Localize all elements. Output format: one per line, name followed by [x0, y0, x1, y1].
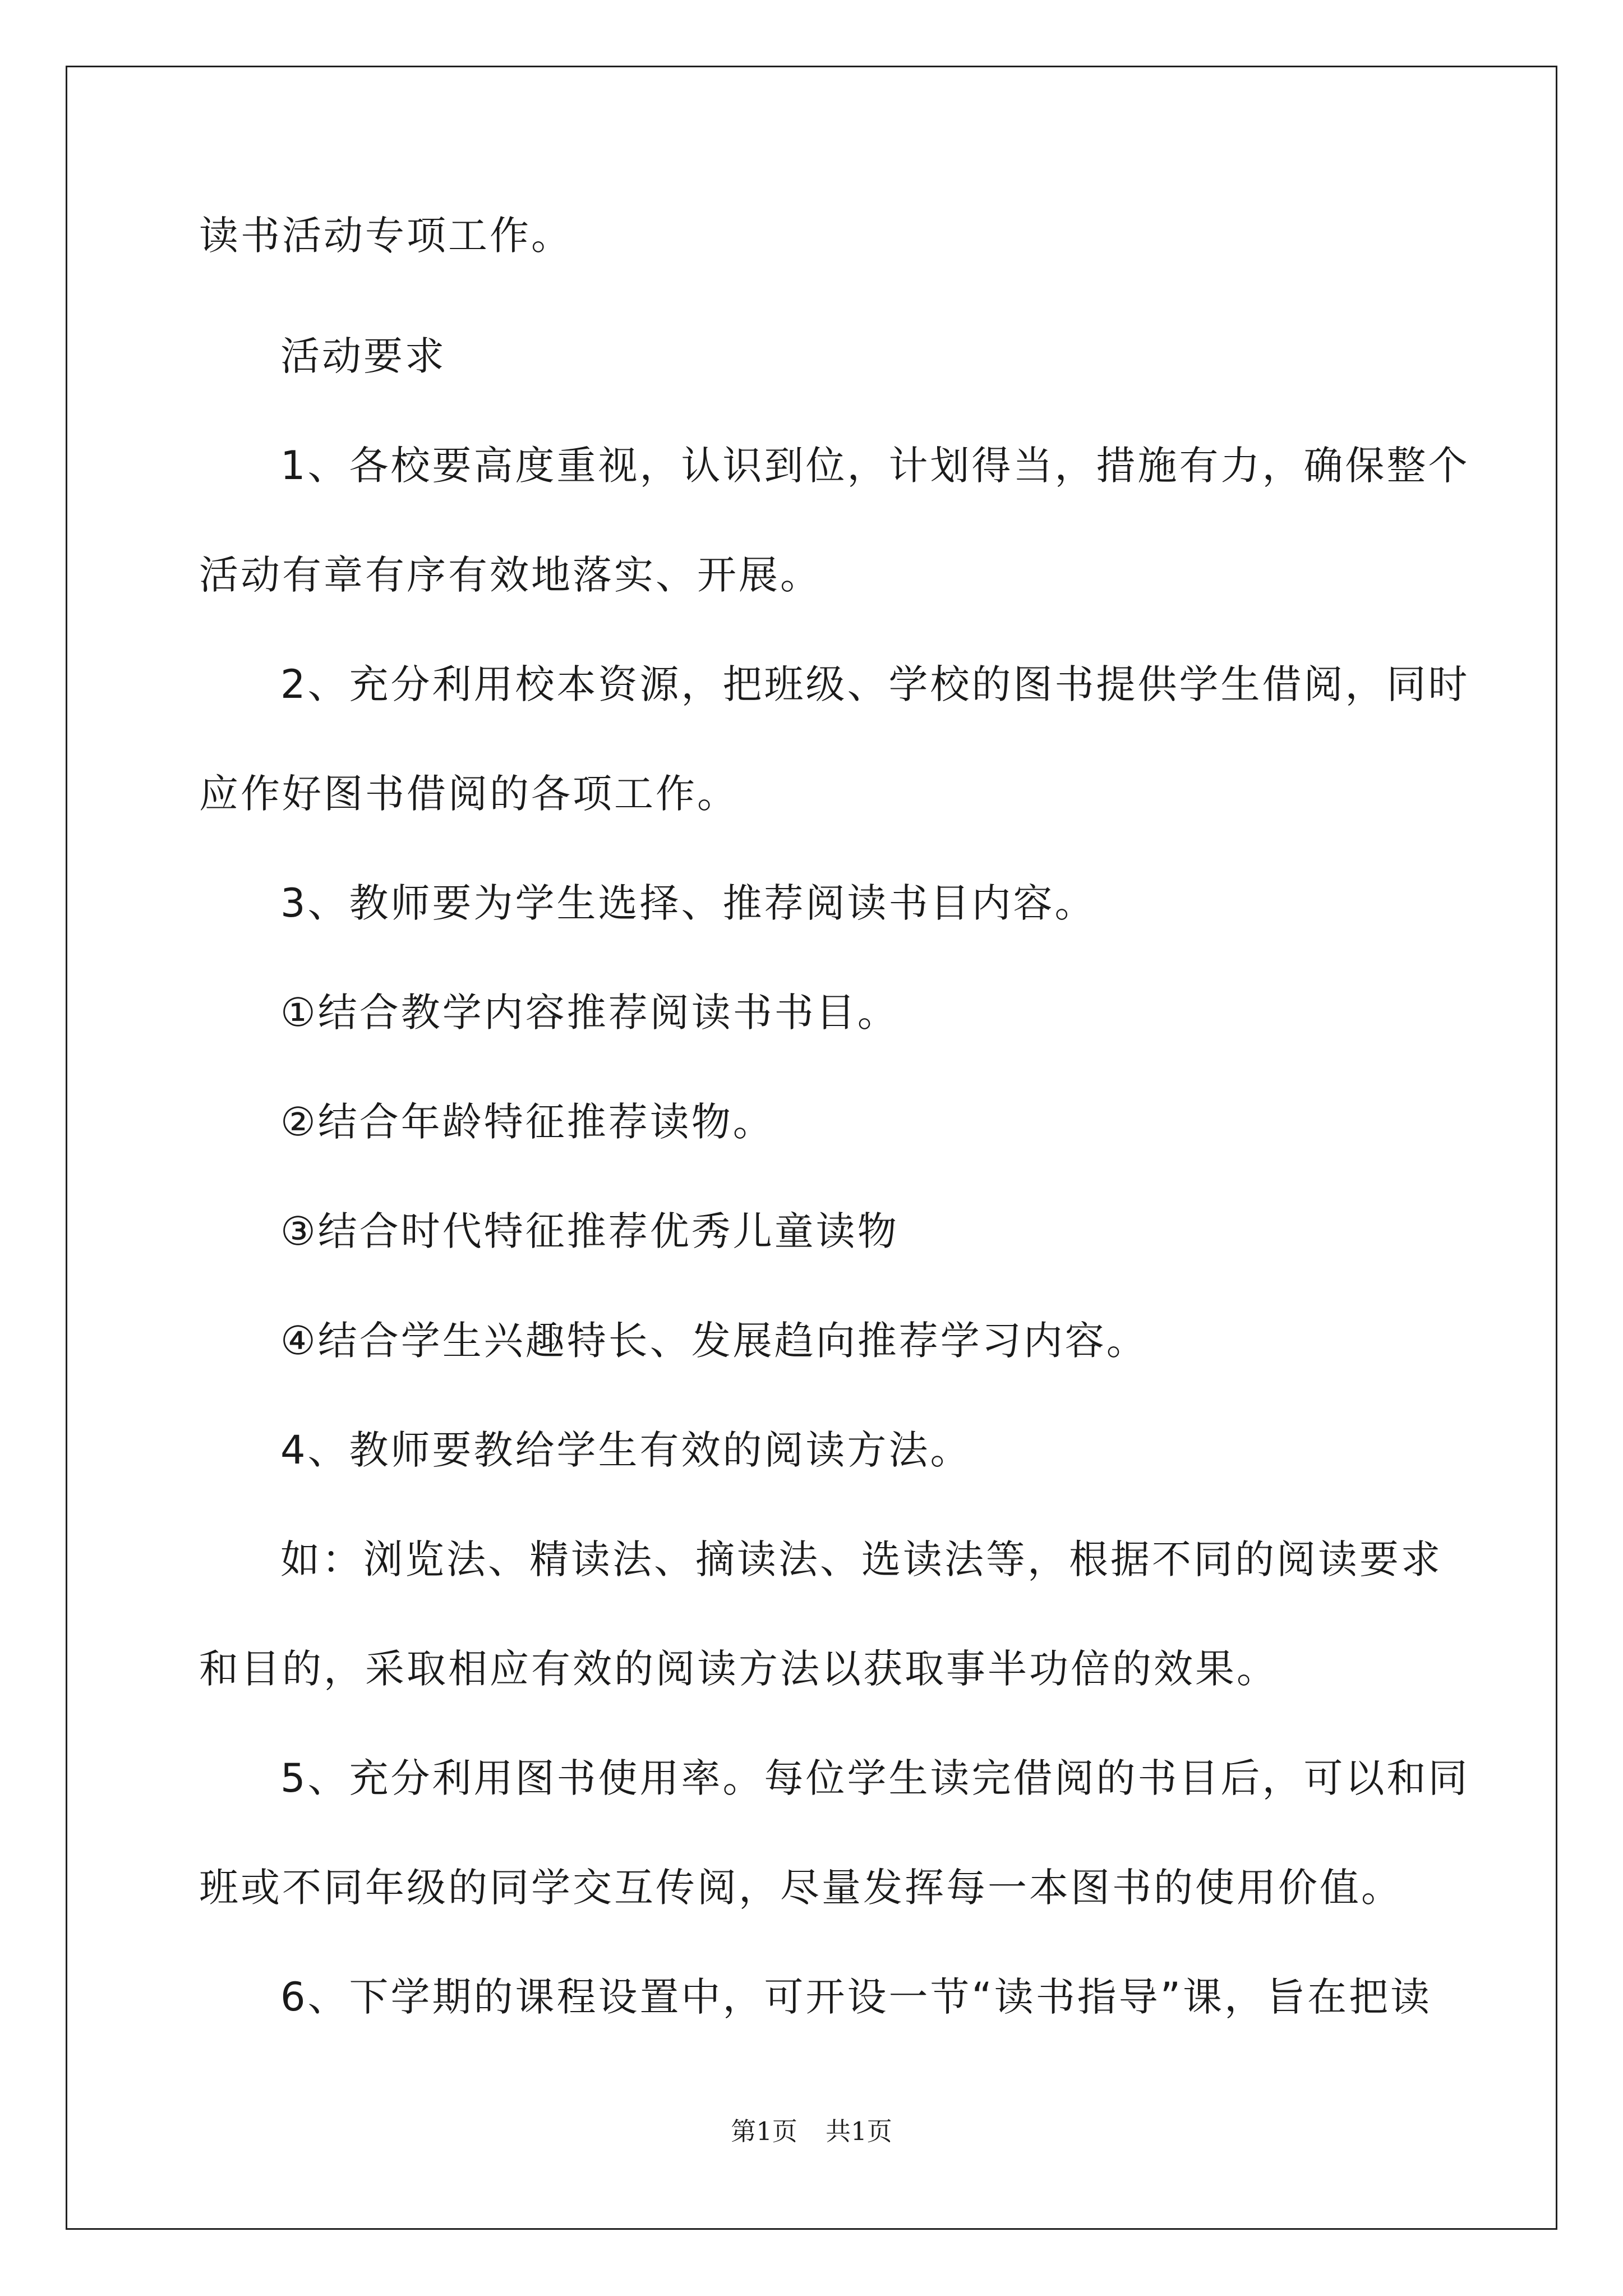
list-item: ①结合教学内容推荐阅读书书目。 — [280, 990, 899, 1036]
text-line: 和目的，采取相应有效的阅读方法以获取事半功倍的效果。 — [199, 1646, 1278, 1692]
text-line: 2、充分利用校本资源，把班级、学校的图书提供学生借阅，同时 — [280, 661, 1470, 707]
text-line: 活动有章有序有效地落实、开展。 — [199, 552, 822, 598]
text-line: 1、各校要高度重视，认识到位，计划得当，措施有力，确保整个 — [280, 443, 1470, 489]
list-item: ③结合时代特征推荐优秀儿童读物 — [280, 1208, 899, 1254]
text-line: 应作好图书借阅的各项工作。 — [199, 771, 739, 817]
text-line: 3、教师要为学生选择、推荐阅读书目内容。 — [280, 880, 1096, 926]
text-line: 4、教师要教给学生有效的阅读方法。 — [280, 1427, 972, 1473]
text-line: 6、下学期的课程设置中，可开设一节“读书指导”课，旨在把读 — [280, 1974, 1432, 2020]
page-footer — [0, 2115, 1623, 2148]
text-line: 5、充分利用图书使用率。每位学生读完借阅的书目后，可以和同 — [280, 1755, 1470, 1801]
text-line: 如：浏览法、精读法、摘读法、选读法等，根据不同的阅读要求 — [280, 1536, 1442, 1582]
page-number: 第1页 — [731, 2116, 797, 2146]
text-line: 班或不同年级的同学交互传阅，尽量发挥每一本图书的使用价值。 — [199, 1865, 1403, 1911]
list-item: ②结合年龄特征推荐读物。 — [280, 1099, 774, 1145]
page-total: 共1页 — [826, 2116, 892, 2146]
section-heading: 活动要求 — [280, 333, 446, 379]
text-line: 读书活动专项工作。 — [199, 213, 573, 259]
list-item: ④结合学生兴趣特长、发展趋向推荐学习内容。 — [280, 1318, 1148, 1364]
